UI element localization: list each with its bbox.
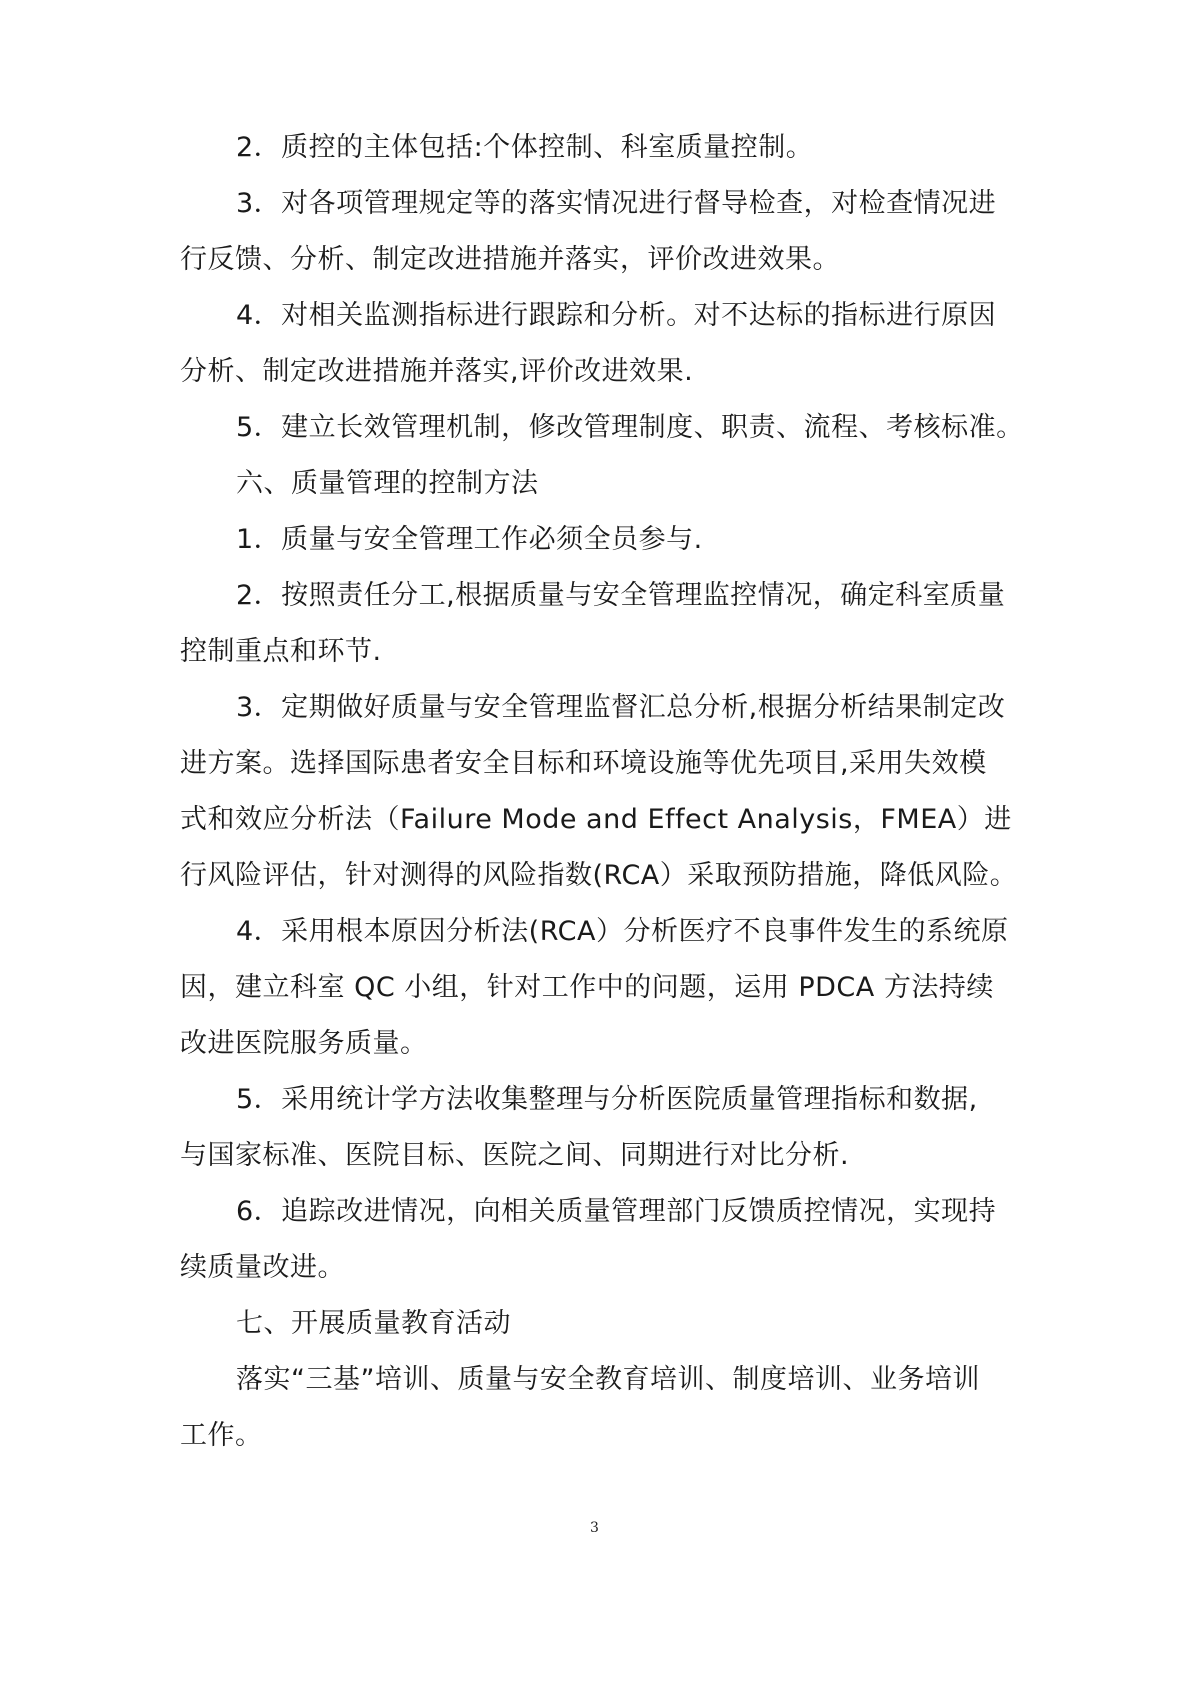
paragraph-line: 行反馈、分析、制定改进措施并落实，评价改进效果。 [180, 244, 840, 275]
paragraph-line: 与国家标准、医院目标、医院之间、同期进行对比分析. [180, 1140, 850, 1171]
paragraph-line: 3．对各项管理规定等的落实情况进行督导检查，对检查情况进 [236, 188, 997, 219]
paragraph-line: 2．按照责任分工,根据质量与安全管理监控情况，确定科室质量 [236, 580, 1006, 611]
paragraph-line: 1．质量与安全管理工作必须全员参与. [236, 524, 703, 555]
paragraph-line: 行风险评估，针对测得的风险指数(RCA）采取预防措施，降低风险。 [180, 860, 1018, 891]
section-heading: 七、开展质量教育活动 [236, 1308, 511, 1339]
page-number: 3 [590, 1520, 599, 1536]
paragraph-line: 改进医院服务质量。 [180, 1028, 428, 1059]
paragraph-line: 4．采用根本原因分析法(RCA）分析医疗不良事件发生的系统原 [236, 916, 1009, 947]
paragraph-line: 控制重点和环节. [180, 636, 382, 667]
paragraph-line: 分析、制定改进措施并落实,评价改进效果. [180, 356, 694, 387]
paragraph-line: 进方案。选择国际患者安全目标和环境设施等优先项目,采用失效模 [180, 748, 987, 779]
paragraph-line: 5．建立长效管理机制，修改管理制度、职责、流程、考核标准。 [236, 412, 1024, 443]
paragraph-line: 落实“三基”培训、质量与安全教育培训、制度培训、业务培训 [236, 1364, 980, 1395]
paragraph-line: 式和效应分析法（Failure Mode and Effect Analysis，FMEA）进 [180, 804, 1012, 835]
section-heading: 六、质量管理的控制方法 [236, 468, 539, 499]
paragraph-line: 工作。 [180, 1420, 263, 1451]
paragraph-line: 续质量改进。 [180, 1252, 345, 1283]
paragraph-line: 6．追踪改进情况，向相关质量管理部门反馈质控情况，实现持 [236, 1196, 997, 1227]
paragraph-line: 2．质控的主体包括:个体控制、科室质量控制。 [236, 132, 814, 163]
paragraph-line: 3．定期做好质量与安全管理监督汇总分析,根据分析结果制定改 [236, 692, 1006, 723]
paragraph-line: 因，建立科室 QC 小组，针对工作中的问题，运用 PDCA 方法持续 [180, 972, 994, 1003]
paragraph-line: 4．对相关监测指标进行跟踪和分析。对不达标的指标进行原因 [236, 300, 997, 331]
paragraph-line: 5．采用统计学方法收集整理与分析医院质量管理指标和数据, [236, 1084, 978, 1115]
